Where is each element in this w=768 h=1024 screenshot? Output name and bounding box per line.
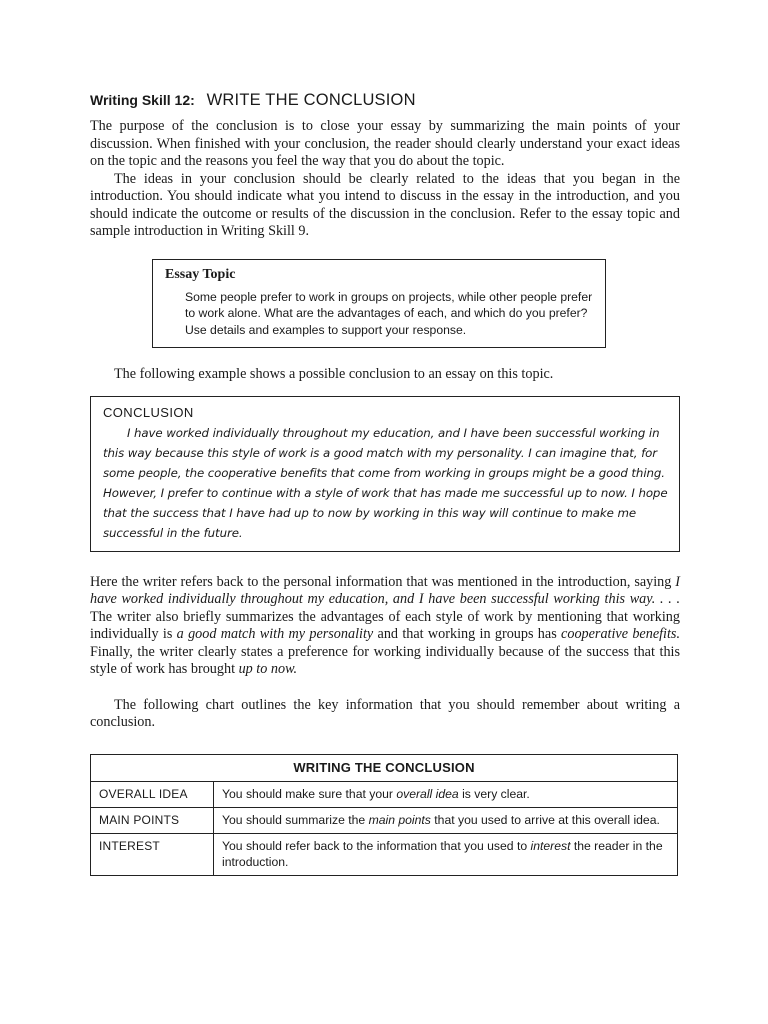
skill-heading: WRITE THE CONCLUSION — [206, 91, 416, 109]
analysis-phrase: a good match with my personality — [176, 626, 374, 642]
row-text: You should make sure that your — [222, 786, 397, 801]
analysis-phrase: up to now. — [238, 661, 298, 677]
row-text: You should refer back to the information that you used to — [222, 838, 531, 853]
row-label: MAIN POINTS — [91, 807, 214, 833]
chart-intro: The following chart outlines the key information that you should remember about writing a conclusion. — [90, 696, 680, 730]
analysis-text: and that working in groups has — [373, 626, 562, 642]
analysis-phrase: cooperative benefits. — [561, 626, 681, 642]
intro-paragraph-1: The purpose of the conclusion is to close your essay by summarizing the main points of your discussion. When finished with your conclusion, the reader should clearly understand your exact ideas on the topic and the reasons you feel the way that you do about the topic. — [90, 118, 680, 169]
table-row — [91, 833, 678, 875]
intro-paragraph-2: The ideas in your conclusion should be clearly related to the ideas that you began in the introduction. You should indicate what you intend to discuss in the essay in the introduction, and you should indicate the outcome or results of the discussion in the conclusion. Refer to the essay topic and sample introduction in Writing Skill 9. — [90, 170, 680, 239]
analysis-quote: I have worked individually throughout my education, and I have been successful working this way. . . . — [90, 573, 680, 607]
row-label: OVERALL IDEA — [91, 781, 214, 807]
conclusion-label: CONCLUSION — [103, 404, 194, 420]
row-keyword: interest — [530, 838, 571, 853]
row-description — [214, 807, 678, 833]
analysis-text: Here the writer refers back to the personal information that was mentioned in the introduction, saying — [90, 573, 676, 590]
example-intro: The following example shows a possible conclusion to an essay on this topic. — [114, 366, 554, 382]
skill-title — [90, 78, 680, 110]
essay-topic-box — [152, 259, 606, 349]
row-description — [214, 833, 678, 875]
row-text: You should summarize the — [222, 812, 369, 827]
table-row — [91, 781, 678, 807]
row-text: the reader in the introduction. — [222, 838, 663, 869]
row-label: INTEREST — [91, 833, 214, 875]
conclusion-example-box — [90, 396, 680, 552]
analysis-text: Finally, the writer clearly states a preference for working individually because of the success that this style of work has brought — [90, 643, 680, 677]
row-keyword: overall idea — [396, 786, 459, 801]
analysis-paragraph — [90, 574, 680, 679]
analysis-text: The writer also briefly summarizes the advantages of each style of work by mentioning that working individually is — [90, 608, 680, 642]
conclusion-chart — [90, 754, 678, 876]
row-text: is very clear. — [458, 786, 530, 801]
document-page — [90, 78, 680, 876]
table-row — [91, 807, 678, 833]
row-keyword: main points — [368, 812, 431, 827]
row-description — [214, 781, 678, 807]
row-text: that you used to arrive at this overall idea. — [430, 812, 660, 827]
essay-topic-label: Essay Topic — [165, 266, 236, 282]
skill-number: Writing Skill 12: — [90, 92, 195, 108]
conclusion-text: I have worked individually throughout my education, and I have been successful working in this way because this style of work is a good match with my personality. I can imagine that, for some people, the cooperative benefits that come from working in groups might be a good thing. However, I prefer to continue with a style of work that has made me successful up to now. I hope that the success that I have had up to now by working in this way will continue to make me successful in the future. — [103, 425, 668, 540]
chart-title: WRITING THE CONCLUSION — [91, 754, 678, 781]
essay-topic-text: Some people prefer to work in groups on projects, while other people prefer to work alone. What are the advantages of each, and which do you prefer? Use details and examples to support your response. — [185, 289, 593, 337]
